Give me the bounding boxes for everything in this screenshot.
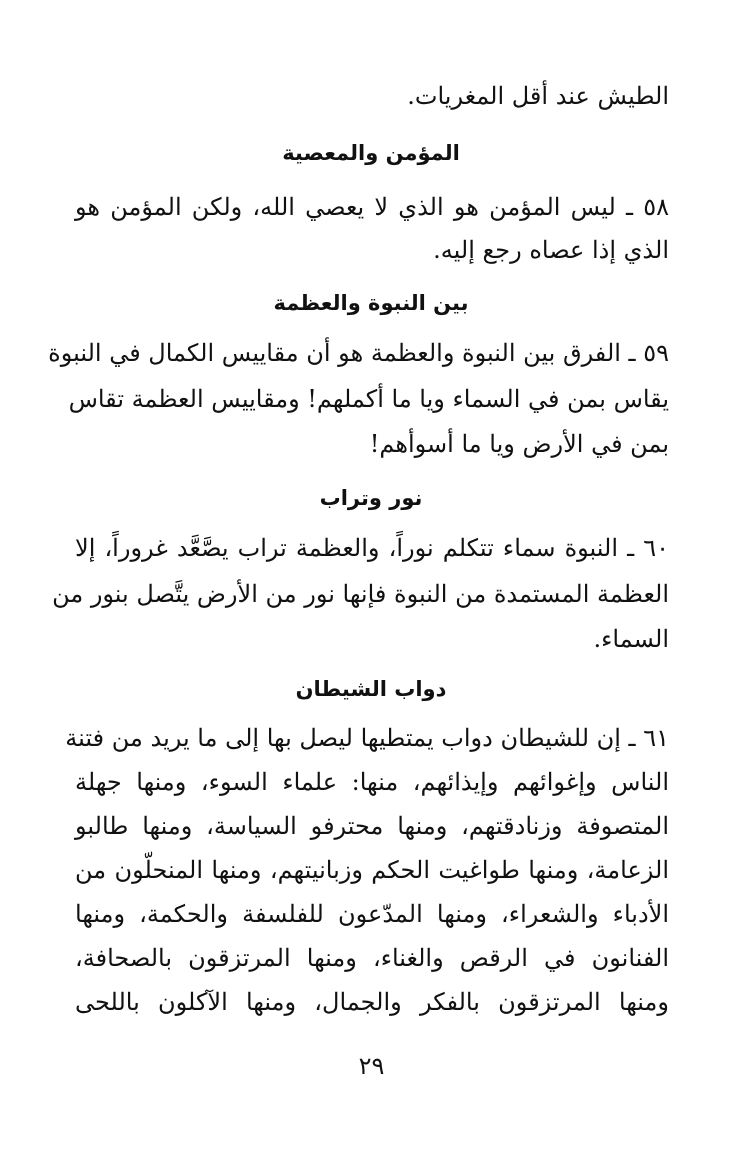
- text-line: ٦١ ـ إن للشيطان دواب يمتطيها ليصل بها إلى ما يريد من فتنة: [65, 724, 669, 752]
- text-line: ٥٩ ـ الفرق بين النبوة والعظمة هو أن مقاييس الكمال في النبوة: [48, 339, 669, 367]
- text-line: الأدباء والشعراء، ومنها المدّعون للفلسفة والحكمة، ومنها: [75, 900, 669, 928]
- text-line: الطيش عند أقل المغريات.: [407, 82, 669, 110]
- text-line: ومنها المرتزقون بالفكر والجمال، ومنها الآكلون باللحى: [75, 988, 669, 1016]
- section-heading: نور وتراب: [319, 486, 423, 510]
- text-line: الناس وإغوائهم وإيذائهم، منها: علماء السوء، ومنها جهلة: [75, 768, 669, 796]
- text-line: ٥٨ ـ ليس المؤمن هو الذي لا يعصي الله، ولكن المؤمن هو: [75, 193, 669, 221]
- text-line: ٦٠ ـ النبوة سماء تتكلم نوراً، والعظمة تراب يصَّعَّد غروراً، إلا: [75, 534, 669, 562]
- section-heading: بين النبوة والعظمة: [273, 291, 469, 315]
- text-line: العظمة المستمدة من النبوة فإنها نور من الأرض يتَّصل بنور من: [52, 580, 669, 608]
- text-line: السماء.: [593, 625, 669, 653]
- text-line: المتصوفة وزنادقتهم، ومنها محترفو السياسة، ومنها طالبو: [75, 812, 669, 840]
- text-line: الذي إذا عصاه رجع إليه.: [433, 236, 669, 264]
- section-heading: المؤمن والمعصية: [282, 141, 460, 165]
- text-line: يقاس بمن في السماء ويا ما أكملهم! ومقاييس العظمة تقاس: [68, 385, 669, 413]
- text-line: الزعامة، ومنها طواغيت الحكم وزبانيتهم، ومنها المنحلّون من: [75, 856, 669, 884]
- page-number: ٢٩: [358, 1052, 385, 1080]
- section-heading: دواب الشيطان: [295, 677, 447, 701]
- text-line: بمن في الأرض ويا ما أسوأهم!: [369, 430, 669, 458]
- text-line: الفنانون في الرقص والغناء، ومنها المرتزقون بالصحافة،: [75, 944, 669, 972]
